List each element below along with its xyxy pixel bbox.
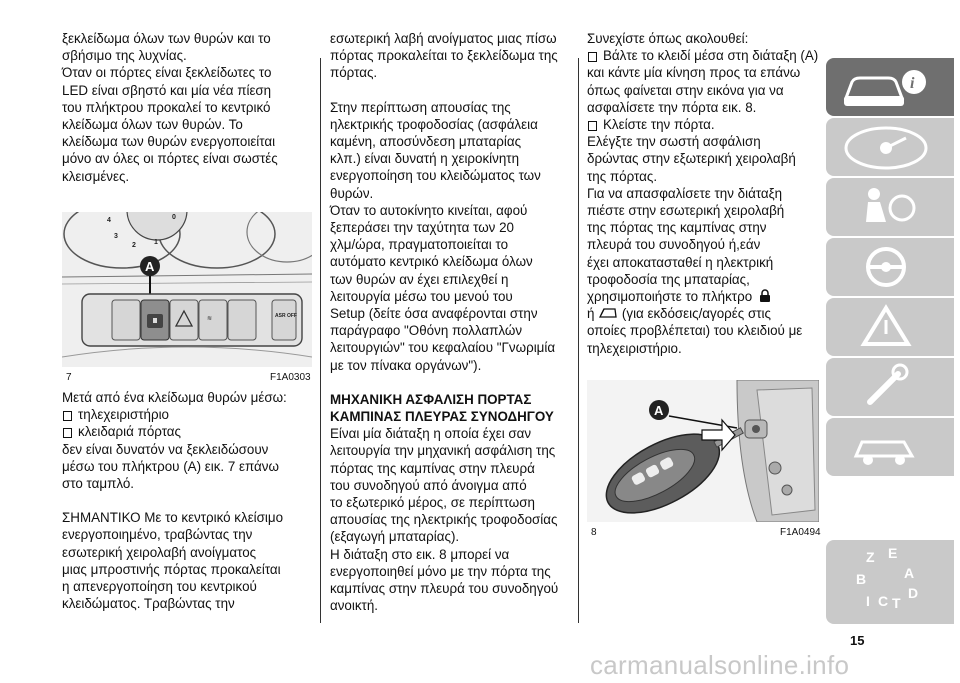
steering-wheel-icon — [826, 238, 954, 296]
warning-triangle-icon — [826, 298, 954, 356]
svg-text:B: B — [856, 571, 867, 587]
mid-p5: Η διάταξη στο εικ. 8 μπορεί να ενεργοποιηθεί μόνο με την πόρτα της καμπίνας στην πλευρά του συνοδηγού ανοικτή. — [330, 546, 559, 614]
column-divider — [578, 58, 579, 623]
left-p5-important: ΣΗΜΑΝΤΙΚΟ Με το κεντρικό κλείσιμο ενεργοποιημένο, τραβώντας την εσωτερική χειρολαβή ανοίγματος μιας μπροστινής πόρτας προκαλείται η απενεργοποίηση του κεντρικού κλειδώματος. Τραβώντας την — [62, 510, 284, 612]
tab-airbag[interactable] — [826, 178, 954, 236]
svg-text:I: I — [866, 593, 870, 609]
mid-p2: Στην περίπτωση απουσίας της ηλεκτρικής τροφοδοσίας (ασφάλεια καμένη, αποσύνδεση μπαταρίας κλπ.) είναι δυνατή η χειροκίνητη ενεργοποίηση του κλειδώματος των θυρών. — [330, 99, 541, 201]
left-column — [62, 30, 312, 185]
svg-text:C: C — [878, 593, 889, 609]
middle-column — [330, 30, 570, 615]
mid-p3: Όταν το αυτοκίνητο κινείται, αφού ξεπεράσει την ταχύτητα των 20 χλμ/ώρα, πραγματοποιείται το αυτόματο κεντρικό κλείδωμα όλων των θυρών αν έχει επιλεχθεί η λειτουργία μέσω του μενού του Setup (δείτε όσα αναφέρονται στην παράγραφο "Οθόνη πολλαπλών λειτουργιών" του κεφαλαίου "Γνωριμία με τον πίνακα οργάνων"). — [330, 202, 556, 373]
bullet-box-icon — [63, 411, 72, 421]
tab-index[interactable] — [826, 540, 954, 624]
figure-7-code: F1A0303 — [270, 372, 311, 383]
dial-label-1: 1 — [154, 239, 158, 246]
lock-icon — [759, 289, 771, 303]
car-info-icon — [826, 58, 954, 116]
svg-text:Z: Z — [866, 549, 875, 565]
right-p2: Ελέγξτε την σωστή ασφάλιση δρώντας στην εξωτερική χειρολαβή της πόρτας. — [587, 134, 796, 184]
dial-label-0: 0 — [172, 214, 176, 221]
left-p3: Μετά από ένα κλείδωμα θυρών μέσω: — [62, 390, 287, 405]
dial-label-3: 3 — [114, 233, 118, 240]
svg-text:T: T — [892, 595, 901, 611]
bullet-remote: τηλεχειριστήριο — [62, 406, 312, 423]
tab-car-info[interactable] — [826, 58, 954, 116]
bullet-insert-key: Βάλτε το κλειδί μέσα στη διάταξη (A) — [587, 47, 819, 64]
car-data-icon — [826, 418, 954, 476]
right-p3: Για να απασφαλίσετε την διάταξη πιέστε στην εσωτερική χειρολαβή της πόρτας της καμπίνας στην πλευρά του συνοδηγού ή,εάν έχει αποκατασταθεί η ηλεκτρική τροφοδοσία της μπαταρίας, χρησιμοποιήστε το πλήκτρο ή (για εκδόσεις/αγορές στις οποίες προβλέπεται) του κλειδιού με τηλεχειριστήριο. — [587, 185, 803, 356]
index-icon — [826, 540, 954, 624]
dial-label-4: 4 — [107, 217, 111, 224]
dial-label-2: 2 — [132, 242, 136, 249]
svg-text:A: A — [654, 403, 664, 418]
open-door-icon — [598, 307, 618, 319]
wrench-icon — [826, 358, 954, 416]
tab-maintenance[interactable] — [826, 358, 954, 416]
watermark: carmanualsonline.info — [590, 650, 850, 680]
figure-7-dashboard — [62, 212, 312, 367]
left-p2: Όταν οι πόρτες είναι ξεκλείδωτες το LED είναι σβηστό και μία νέα πίεση του πλήκτρου προκαλεί το κεντρικό κλείδωμα όλων των θυρών. Το κλείδωμα των θυρών ενεργοποιείται μόνο αν όλες οι πόρτες είναι σωστές κλεισμένες. — [62, 65, 278, 184]
bullet-box-icon — [588, 121, 597, 131]
figure-7-number: 7 — [66, 372, 72, 383]
svg-text:E: E — [888, 545, 898, 561]
mid-p1: εσωτερική λαβή ανοίγματος μιας πίσω πόρτας προκαλείται το ξεκλείδωμα της πόρτας. — [330, 31, 558, 81]
svg-text:≋: ≋ — [207, 316, 213, 322]
svg-text:A: A — [145, 259, 155, 274]
figure-8-number: 8 — [591, 527, 597, 538]
tab-steering[interactable] — [826, 238, 954, 296]
page-number: 15 — [850, 633, 865, 648]
left-column-lower — [62, 389, 312, 612]
bullet-box-icon — [588, 52, 597, 62]
bullet-box-icon — [63, 428, 72, 438]
tab-emergency[interactable] — [826, 298, 954, 356]
asr-off-button-label: ASR OFF — [275, 313, 297, 319]
right-column: Συνεχίστε όπως ακολουθεί: Βάλτε το κλειδί μέσα στη διάταξη (A) και κάντε μία κίνηση προς τα επάνω όπως φαίνεται στην εικόνα για να ασφαλίσετε την πόρτα εικ. 8. Κλείστε την πόρτα. Ελέγξτε την σωστή ασφάλιση δρώντας στην εξωτερική χειρολαβή της πόρτας. Για να απασφαλίσετε την διάταξη πιέστε στην εσωτερική χειρολαβή της πόρτας της καμπίνας στην πλευρά του συνοδηγού ή,εάν έχει αποκατασταθεί η ηλεκτρική τροφοδοσία της μπαταρίας, χρησιμοποιήστε το πλήκτρο ή (για εκδόσεις/αγορές στις οποίες προβλέπεται) του κλειδιού με τηλεχειριστήριο. — [587, 31, 819, 356]
svg-text:D: D — [908, 585, 919, 601]
figure-8-code: F1A0494 — [780, 527, 821, 538]
left-p1: ξεκλείδωμα όλων των θυρών και το σβήσιμο της λυχνίας. — [62, 31, 271, 64]
column-divider — [320, 58, 321, 623]
svg-text:i: i — [910, 75, 915, 92]
airbag-icon — [826, 178, 954, 236]
tab-technical-data[interactable] — [826, 418, 954, 476]
bullet-close-door: Κλείστε την πόρτα. — [587, 116, 819, 133]
figure-8-key-lock — [587, 380, 819, 522]
warning-lights-icon — [826, 118, 954, 176]
bullet-door-lock: κλειδαριά πόρτας — [62, 423, 312, 440]
mid-p4: Είναι μία διάταξη η οποία έχει σαν λειτουργία την μηχανική ασφάλιση της πόρτας της καμπίνας στην πλευρά του συνοδηγού από άνοιγμα από το εξωτερικό μέρος, σε περίπτωση απουσίας της ηλεκτρικής τροφοδοσίας (εξαγωγή μπαταρίας). — [330, 426, 558, 545]
section-heading: ΜΗΧΑΝΙΚΗ ΑΣΦΑΛΙΣΗ ΠΟΡΤΑΣ ΚΑΜΠΙΝΑΣ ΠΛΕΥΡΑΣ ΣΥΝΟΔΗΓΟΥ — [330, 391, 554, 425]
right-p1: Συνεχίστε όπως ακολουθεί: — [587, 31, 749, 46]
left-p4: δεν είναι δυνατόν να ξεκλειδώσουν μέσω του πλήκτρου (A) εικ. 7 επάνω στο ταμπλό. — [62, 441, 279, 492]
svg-text:A: A — [904, 565, 915, 581]
tab-warning-lights[interactable] — [826, 118, 954, 176]
